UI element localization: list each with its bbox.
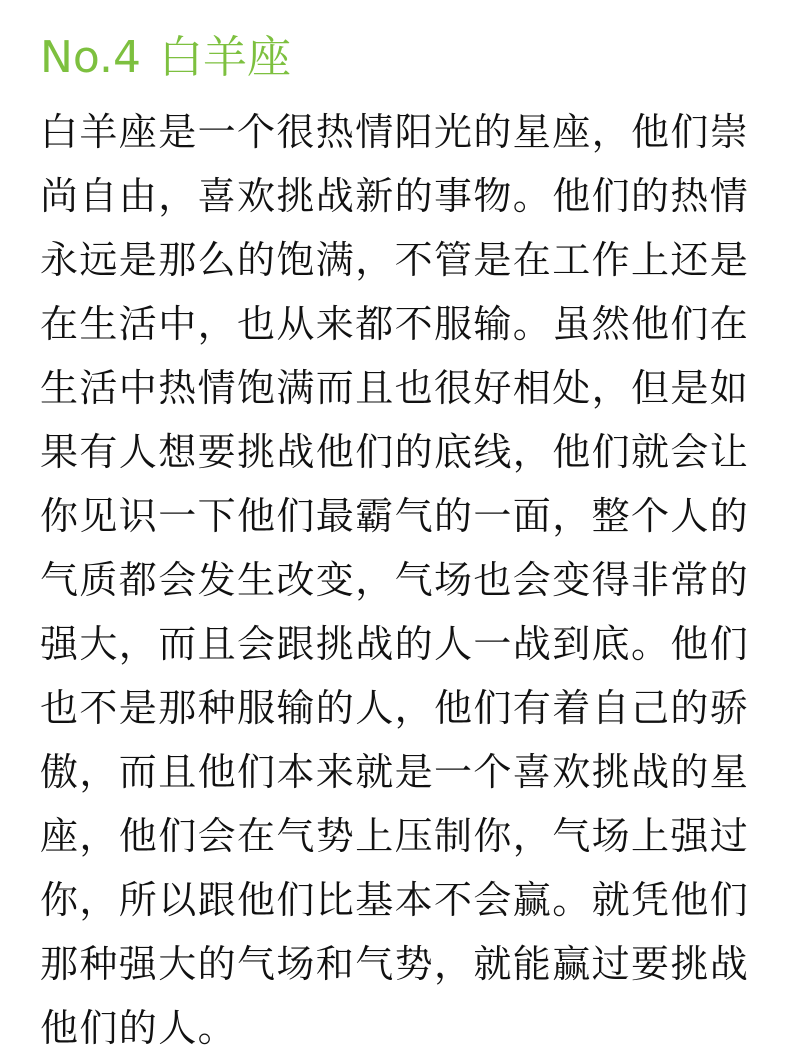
body-line: 你，所以跟他们比基本不会赢。就凭他们	[40, 878, 750, 922]
body-line: 强大，而且会跟挑战的人一战到底。他们	[40, 622, 750, 666]
body-line: 也不是那种服输的人，他们有着自己的骄	[40, 686, 750, 730]
body-line: 果有人想要挑战他们的底线，他们就会让	[40, 430, 750, 474]
body-line: 永远是那么的饱满，不管是在工作上还是	[40, 238, 750, 282]
body-line: 尚自由，喜欢挑战新的事物。他们的热情	[40, 174, 750, 218]
body-line: 他们的人。	[40, 1006, 238, 1050]
body-line: 你见识一下他们最霸气的一面，整个人的	[40, 494, 750, 538]
article-title	[40, 28, 291, 88]
body-line: 傲，而且他们本来就是一个喜欢挑战的星	[40, 750, 750, 794]
body-line: 在生活中，也从来都不服输。虽然他们在	[40, 302, 750, 346]
title-sign: 白羊座	[159, 32, 292, 83]
article-body	[40, 100, 770, 1060]
body-line: 气质都会发生改变，气场也会变得非常的	[40, 558, 750, 602]
body-line: 生活中热情饱满而且也很好相处，但是如	[40, 366, 750, 410]
body-line: 座，他们会在气势上压制你，气场上强过	[40, 814, 750, 858]
body-line: 那种强大的气场和气势，就能赢过要挑战	[40, 942, 750, 986]
title-number: No.4	[40, 32, 142, 83]
body-line: 白羊座是一个很热情阳光的星座，他们崇	[40, 110, 750, 154]
